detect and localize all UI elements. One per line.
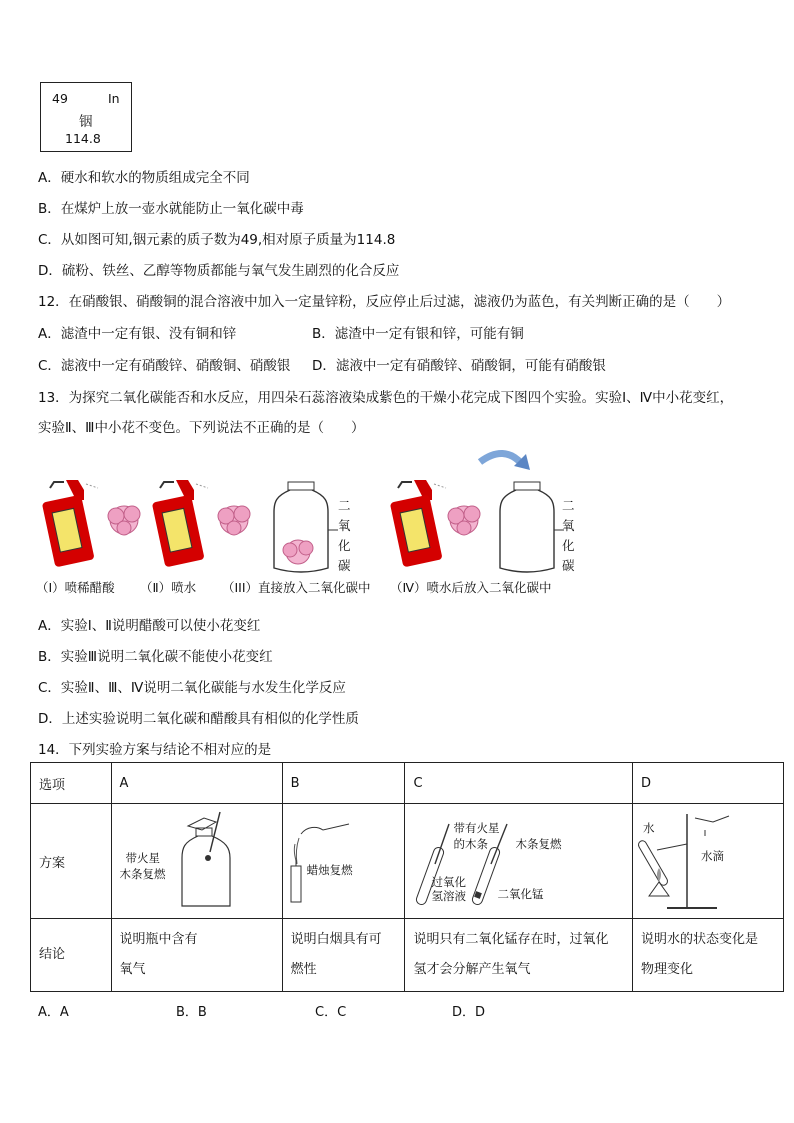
atomic-mass: 114.8 bbox=[65, 131, 101, 146]
q14-table bbox=[30, 762, 784, 992]
header-a: A bbox=[111, 763, 282, 804]
plan-d-figure: 水 水滴 bbox=[632, 804, 783, 919]
conclusion-d: 说明水的状态变化是 物理变化 bbox=[632, 919, 783, 992]
spray-bottle-icon bbox=[390, 480, 446, 567]
caption-exp2: （Ⅱ）喷水 bbox=[140, 580, 197, 595]
q13-option-c: C．实验Ⅱ、Ⅲ、Ⅳ说明二氧化碳能与水发生化学反应 bbox=[38, 680, 346, 696]
jar3-label: 二 氧 化 碳 bbox=[338, 498, 351, 573]
jar4-label: 二 氧 化 碳 bbox=[562, 498, 575, 573]
q13-stem-line1: 13．为探究二氧化碳能否和水反应，用四朵石蕊溶液染成紫色的干燥小花完成下图四个实验。实验Ⅰ、Ⅳ中小花变红， bbox=[38, 390, 734, 406]
q13-option-a: A．实验Ⅰ、Ⅱ说明醋酸可以使小花变红 bbox=[38, 618, 261, 634]
header-option: 选项 bbox=[31, 763, 112, 804]
curved-arrow-icon bbox=[480, 453, 522, 464]
plan-b-figure: 蜡烛复燃 bbox=[282, 804, 405, 919]
q13-option-d: D．上述实验说明二氧化碳和醋酸具有相似的化学性质 bbox=[38, 711, 359, 727]
element-name: 铟 bbox=[79, 114, 93, 130]
experiment-illustration bbox=[36, 440, 596, 578]
element-card-indium bbox=[40, 82, 132, 152]
plan-a-figure: 带火星 木条复燃 bbox=[111, 804, 282, 919]
atomic-number: 49 bbox=[52, 91, 68, 106]
candle-icon bbox=[283, 804, 405, 918]
q13-option-b: B．实验Ⅲ说明二氧化碳不能使小花变红 bbox=[38, 649, 273, 665]
caption-exp4: （Ⅳ）喷水后放入二氧化碳中 bbox=[390, 580, 552, 595]
flower-icon bbox=[108, 506, 140, 535]
gas-jar-icon bbox=[500, 482, 564, 572]
table-plan-row bbox=[31, 804, 784, 919]
gas-jar-icon bbox=[274, 482, 338, 572]
flower-icon bbox=[218, 506, 250, 535]
element-symbol: In bbox=[108, 91, 120, 106]
flower-icon bbox=[448, 506, 480, 535]
q12-option-b: B．滤渣中一定有银和锌，可能有铜 bbox=[312, 326, 524, 342]
q11-option-b: B．在煤炉上放一壶水就能防止一氧化碳中毒 bbox=[38, 201, 304, 217]
row-label-plan: 方案 bbox=[31, 804, 112, 919]
q11-option-d: D．硫粉、铁丝、乙醇等物质都能与氧气发生剧烈的化合反应 bbox=[38, 263, 400, 279]
q13-experiment-figure bbox=[36, 440, 596, 600]
table-conclusion-row bbox=[31, 919, 784, 992]
plan-c-figure: 带有火星 的木条 木条复燃 过氧化 氢溶液 二氧化锰 bbox=[405, 804, 633, 919]
caption-exp3: （III）直接放入二氧化碳中 bbox=[222, 580, 371, 595]
q14-option-d: D．D bbox=[452, 1005, 486, 1020]
q12-option-a: A．滤渣中一定有银、没有铜和锌 bbox=[38, 326, 237, 342]
q12-option-c: C．滤液中一定有硝酸锌、硝酸铜、硝酸银 bbox=[38, 358, 291, 374]
q14-option-c: C．C bbox=[315, 1005, 347, 1020]
q11-option-c: C．从如图可知,铟元素的质子数为49,相对原子质量为114.8 bbox=[38, 232, 396, 248]
q12-stem: 12．在硝酸银、硝酸铜的混合溶液中加入一定量锌粉，反应停止后过滤，滤液仍为蓝色，有关判断正确的是（ ） bbox=[38, 294, 731, 310]
conclusion-a: 说明瓶中含有 氧气 bbox=[111, 919, 282, 992]
row-label-conclusion: 结论 bbox=[31, 919, 112, 992]
conclusion-b: 说明白烟具有可 燃性 bbox=[282, 919, 405, 992]
q14-stem: 14．下列实验方案与结论不相对应的是 bbox=[38, 742, 272, 758]
spray-bottle-icon bbox=[152, 480, 208, 567]
q11-option-a: A．硬水和软水的物质组成完全不同 bbox=[38, 170, 250, 186]
header-c: C bbox=[405, 763, 633, 804]
q14-option-b: B．B bbox=[176, 1005, 207, 1020]
conclusion-c: 说明只有二氧化锰存在时，过氧化 氢才会分解产生氧气 bbox=[405, 919, 633, 992]
header-b: B bbox=[282, 763, 405, 804]
caption-exp1: （I）喷稀醋酸 bbox=[36, 580, 115, 595]
q13-stem-line2: 实验Ⅱ、Ⅲ中小花不变色。下列说法不正确的是（ ） bbox=[38, 420, 365, 436]
q12-option-d: D．滤液中一定有硝酸锌、硝酸铜，可能有硝酸银 bbox=[312, 358, 606, 374]
table-header-row bbox=[31, 763, 784, 804]
q14-option-a: A．A bbox=[38, 1005, 69, 1020]
spray-bottle-icon bbox=[42, 480, 98, 567]
header-d: D bbox=[632, 763, 783, 804]
